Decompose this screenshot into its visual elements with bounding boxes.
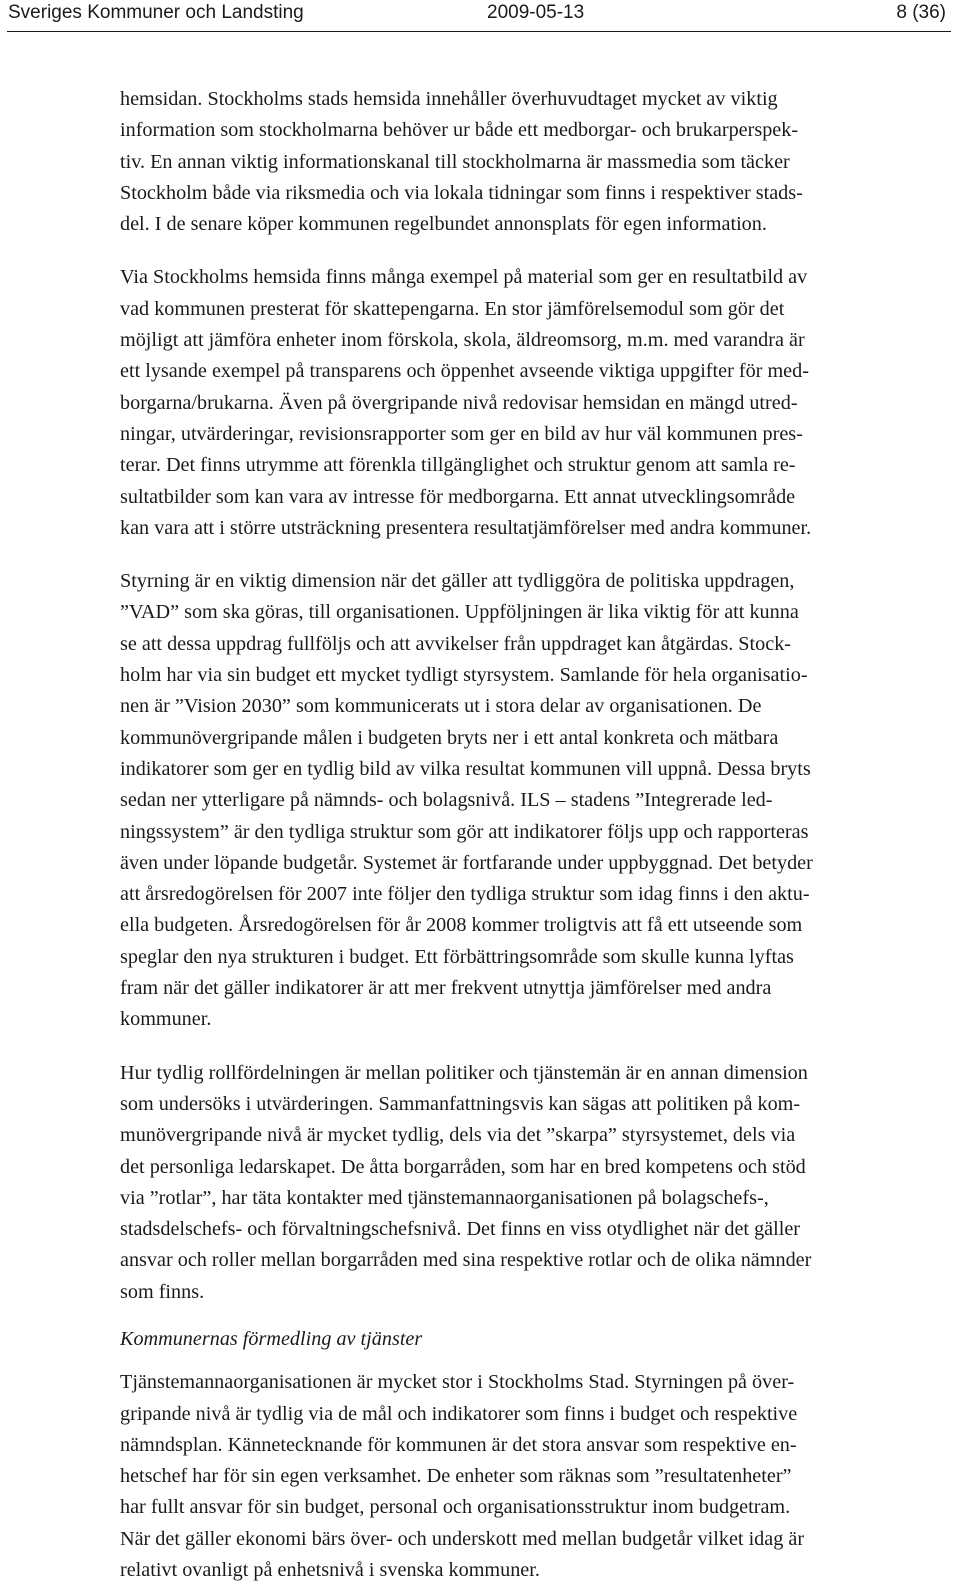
paragraph-line: ansvar och roller mellan borgarråden med sina respektive rotlar och de olika nämnder: [120, 1249, 812, 1272]
paragraph-spacer: [120, 1036, 904, 1058]
paragraph-line: har fullt ansvar för sin budget, personal och organisationsstruktur inom budgetram.: [120, 1496, 791, 1519]
paragraph-line: indikatorer som ger en tydlig bild av vilka resultat kommunen vill uppnå. Dessa bryts: [120, 757, 811, 780]
paragraph-line: Stockholm både via riksmedia och via lokala tidningar som finns i respektiver stads-: [120, 181, 803, 204]
document-body: [120, 84, 904, 1586]
paragraph: [120, 1058, 904, 1308]
paragraph-line: gripande nivå är tydlig via de mål och indikatorer som finns i budget och respektive: [120, 1402, 798, 1425]
paragraph-line: borgarna/brukarna. Även på övergripande nivå redovisar hemsidan en mängd utred-: [120, 391, 798, 414]
header-page-number: 8 (36): [896, 2, 946, 23]
paragraph-line: kommuner.: [120, 1008, 212, 1031]
paragraph-line: del. I de senare köper kommunen regelbundet annonsplats för egen information.: [120, 213, 767, 236]
paragraph-line: munövergripande nivå är mycket tydlig, dels via det ”skarpa” styrsystemet, dels via: [120, 1124, 796, 1147]
paragraph-line: se att dessa uppdrag fullföljs och att avvikelser från uppdraget kan åtgärdas. Stock-: [120, 632, 792, 655]
paragraph-line: ”VAD” som ska göras, till organisationen. Uppföljningen är lika viktig för att kunna: [120, 601, 799, 624]
section-heading-text: Kommunernas förmedling av tjänster: [120, 1327, 423, 1350]
header-organization: Sveriges Kommuner och Landsting: [8, 2, 304, 23]
paragraph-spacer: [120, 544, 904, 566]
paragraph-line: tiv. En annan viktig informationskanal till stockholmarna är massmedia som täcker: [120, 150, 790, 173]
paragraph-line: sedan ner ytterligare på nämnds- och bolagsnivå. ILS – stadens ”Integrerade led-: [120, 789, 773, 812]
paragraph-spacer: [120, 1308, 904, 1324]
paragraph-line: vad kommunen presterat för skattepengarna. En stor jämförelsemodul som gör det: [120, 297, 785, 320]
paragraph: [120, 566, 904, 1035]
paragraph-line: även under löpande budgetår. Systemet är fortfarande under uppbyggnad. Det betyder: [120, 851, 813, 874]
page-header: [0, 0, 960, 28]
paragraph-line: Hur tydlig rollfördelningen är mellan politiker och tjänstemän är en annan dimension: [120, 1061, 808, 1084]
header-divider: [7, 31, 951, 32]
paragraph: [120, 1367, 904, 1586]
paragraph-line: via ”rotlar”, har täta kontakter med tjänstemannaorganisationen på bolagschefs-,: [120, 1186, 769, 1209]
paragraph-line: kommunövergripande målen i budgeten bryts ner i ett antal konkreta och mätbara: [120, 726, 779, 749]
paragraph-line: kan vara att i större utsträckning presentera resultatjämförelser med andra kommuner.: [120, 516, 812, 539]
paragraph-line: hemsidan. Stockholms stads hemsida innehåller överhuvudtaget mycket av viktig: [120, 88, 778, 110]
paragraph-line: det personliga ledarskapet. De åtta borgarråden, som har en bred kompetens och stöd: [120, 1155, 806, 1178]
paragraph-line: relativt ovanligt på enhetsnivå i svenska kommuner.: [120, 1559, 540, 1582]
paragraph-line: ett lysande exempel på transparens och öppenhet avseende viktiga uppgifter för med-: [120, 360, 809, 383]
paragraph-line: hetschef har för sin egen verksamhet. De enheter som räknas som ”resultatenheter”: [120, 1465, 792, 1488]
paragraph-line: holm har via sin budget ett mycket tydligt styrsystem. Samlande för hela organisatio-: [120, 664, 808, 687]
paragraph-spacer: [120, 1355, 904, 1367]
paragraph-line: som undersöks i utvärderingen. Sammanfattningsvis kan sägas att politiken på kom-: [120, 1092, 801, 1115]
paragraph-line: att årsredogörelsen för 2007 inte följer den tydliga struktur som idag finns i den aktu-: [120, 883, 810, 906]
paragraph-line: ningssystem” är den tydliga struktur som gör att indikatorer följs upp och rapporteras: [120, 820, 809, 843]
paragraph: [120, 262, 904, 544]
paragraph-line: stadsdelschefs- och förvaltningschefsnivå. Det finns en viss otydlighet när det gäller: [120, 1218, 801, 1241]
paragraph-line: fram när det gäller indikatorer är att mer frekvent utnyttja jämförelser med andra: [120, 977, 772, 1000]
paragraph-line: nen är ”Vision 2030” som kommunicerats ut i stora delar av organisationen. De: [120, 695, 762, 718]
paragraph-line: Styrning är en viktig dimension när det gäller att tydliggöra de politiska uppdragen,: [120, 570, 795, 593]
paragraph-line: nämndsplan. Kännetecknande för kommunen är det stora ansvar som respektive en-: [120, 1433, 797, 1456]
section-heading: [120, 1324, 904, 1355]
paragraph-line: information som stockholmarna behöver ur både ett medborgar- och brukarperspek-: [120, 119, 799, 142]
paragraph-line: terar. Det finns utrymme att förenkla tillgänglighet och struktur genom att samla re-: [120, 454, 796, 477]
paragraph-line: När det gäller ekonomi bärs över- och underskott med mellan budgetår vilket idag är: [120, 1527, 805, 1550]
paragraph-line: möjligt att jämföra enheter inom förskola, skola, äldreomsorg, m.m. med varandra är: [120, 329, 805, 352]
paragraph-line: speglar den nya strukturen i budget. Ett förbättringsområde som skulle kunna lyftas: [120, 945, 794, 968]
paragraph-line: ningar, utvärderingar, revisionsrapporter som ger en bild av hur väl kommunen pres-: [120, 422, 803, 445]
header-date: 2009-05-13: [487, 2, 585, 23]
paragraph-line: ella budgeten. Årsredogörelsen för år 2008 kommer troligtvis att få ett utseende som: [120, 914, 803, 937]
paragraph-line: Via Stockholms hemsida finns många exempel på material som ger en resultatbild av: [120, 266, 808, 289]
paragraph-spacer: [120, 240, 904, 262]
paragraph-line: sultatbilder som kan vara av intresse för medborgarna. Ett annat utvecklingsområde: [120, 485, 796, 508]
paragraph-line: Tjänstemannaorganisationen är mycket stor i Stockholms Stad. Styrningen på över-: [120, 1371, 795, 1394]
paragraph-line: som finns.: [120, 1280, 205, 1303]
paragraph: [120, 84, 904, 240]
